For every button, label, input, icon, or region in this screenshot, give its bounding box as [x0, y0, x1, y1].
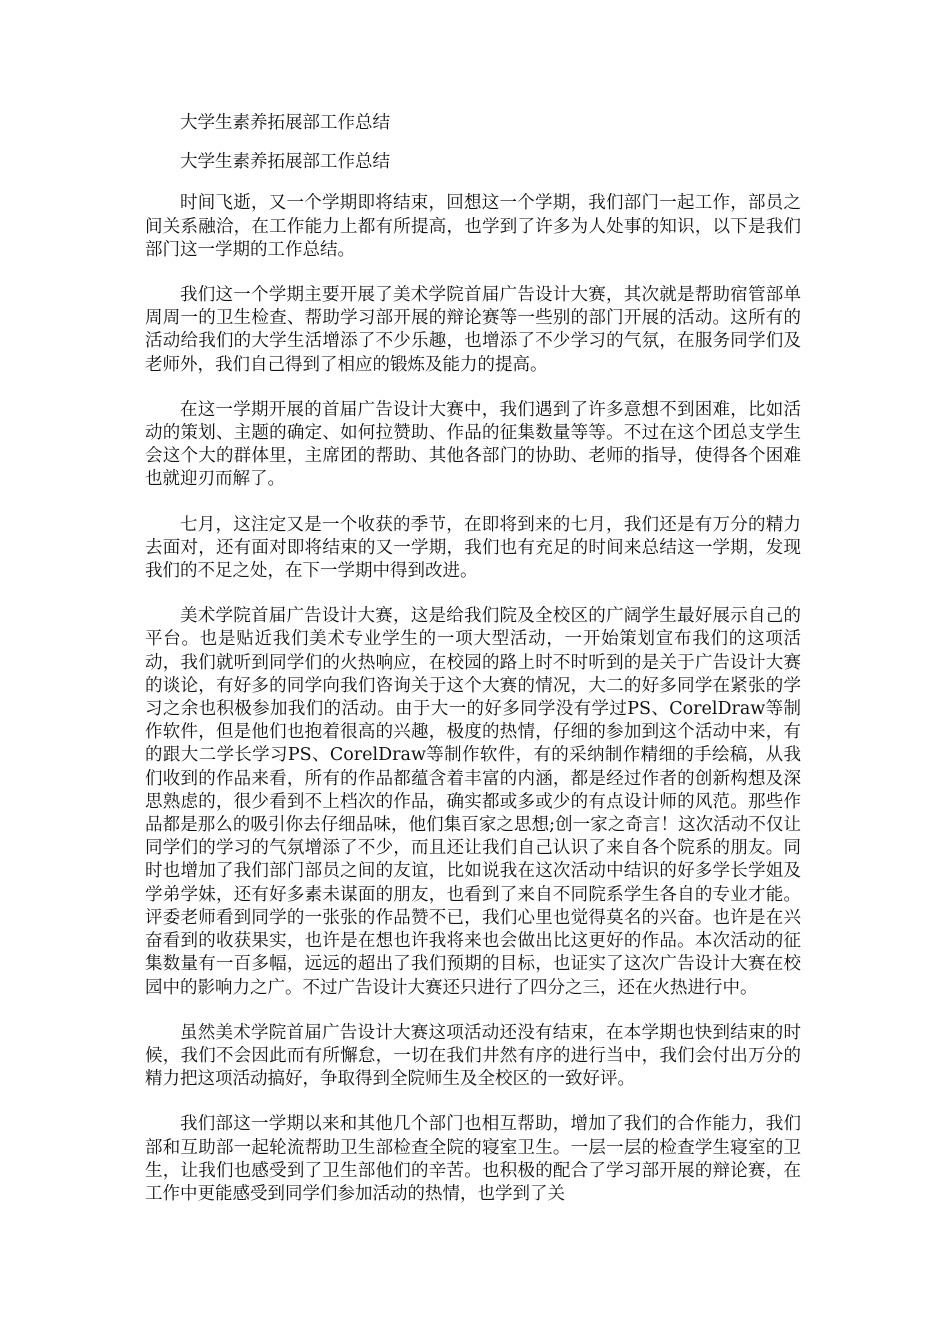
paragraph-intro: 时间飞逝，又一个学期即将结束，回想这一个学期，我们部门一起工作，部员之间关系融洽，在工作能力上都有所提高，也学到了许多为人处事的知识，以下是我们部门这一学期的工作总结。 [145, 193, 801, 260]
paragraph-cooperation: 我们部这一学期以来和其他几个部门也相互帮助，增加了我们的合作能力，我们部和互助部一起轮流帮助卫生部检查全院的寝室卫生。一层一层的检查学生寝室的卫生，让我们也感受到了卫生部他们的辛苦。也积极的配合了学习部开展的辩论赛，在工作中更能感受到同学们参加活动的热情，也学到了关 [145, 1114, 801, 1204]
paragraph-july: 七月，这注定又是一个收获的季节，在即将到来的七月，我们还是有万分的精力去面对，还有面对即将结束的又一学期，我们也有充足的时间来总结这一学期，发现我们的不足之处，在下一学期中得到改进。 [145, 514, 801, 582]
paragraph-difficulties: 在这一学期开展的首届广告设计大赛中，我们遇到了许多意想不到困难，比如活动的策划、主题的确定、如何拉赞助、作品的征集数量等等。不过在这个团总支学生会这个大的群体里，主席团的帮助、其他各部门的协助、老师的指导，使得各个困难也就迎刃而解了。 [145, 399, 801, 490]
document-subtitle: 大学生素养拓展部工作总结 [180, 152, 390, 173]
paragraph-ongoing: 虽然美术学院首届广告设计大赛这项活动还没有结束，在本学期也快到结束的时候，我们不会因此而有所懈怠，一切在我们井然有序的进行当中，我们会付出万分的精力把这项活动搞好，争取得到全院师生及全校区的一致好评。 [145, 1022, 801, 1090]
document-title: 大学生素养拓展部工作总结 [180, 113, 390, 133]
paragraph-activities: 我们这一个学期主要开展了美术学院首届广告设计大赛，其次就是帮助宿管部单周周一的卫生检查、帮助学习部开展的辩论赛等一些别的部门开展的活动。这所有的活动给我们的大学生活增添了不少乐趣，也增添了不少学习的气氛，在服务同学们及老师外，我们自己得到了相应的锻炼及能力的提高。 [145, 285, 801, 375]
paragraph-contest: 美术学院首届广告设计大赛，这是给我们院及全校区的广阔学生最好展示自己的平台。也是贴近我们美术专业学生的一项大型活动，一开始策划宣布我们的这项活动，我们就听到同学们的火热响应，在校园的路上时不时听到的是关于广告设计大赛的谈论，有好多的同学向我们咨询关于这个大赛的情况，大二的好多同学在紧张的学习之余也积极参加我们的活动。由于大一的好多同学没有学过PS、CorelDraw等制作软件，但是他们也抱着很高的兴趣，极度的热情，仔细的参加到这个活动中来，有的跟大二学长学习PS、CorelDraw等制作软件，有的采纳制作精细的手绘稿，从我们收到的作品来看，所有的作品都蕴含着丰富的内涵，都是经过作者的创新构想及深思熟虑的，很少看到不上档次的作品，确实都或多或少的有点设计师的风范。那些作品都是那么的吸引你去仔细品味，他们集百家之思想;创一家之奇言！这次活动不仅让同学们的学习的气氛增添了不少，而且还让我们自己认识了来自各个院系的朋友。同时也增加了我们部门部员之间的友谊，比如说我在这次活动中结识的好多学长学姐及学弟学妹，还有好多素未谋面的朋友，也看到了来自不同院系学生各自的专业才能。评委老师看到同学的一张张的作品赞不已，我们心里也觉得莫名的兴奋。也许是在兴奋看到的收获果实，也许是在想也许我将来也会做出比这更好的作品。本次活动的征集数量有一百多幅，远远的超出了我们预期的目标，也证实了这次广告设计大赛在校园中的影响力之广。不过广告设计大赛还只进行了四分之三，还在火热进行中。 [145, 606, 801, 998]
document-body [145, 112, 801, 1228]
